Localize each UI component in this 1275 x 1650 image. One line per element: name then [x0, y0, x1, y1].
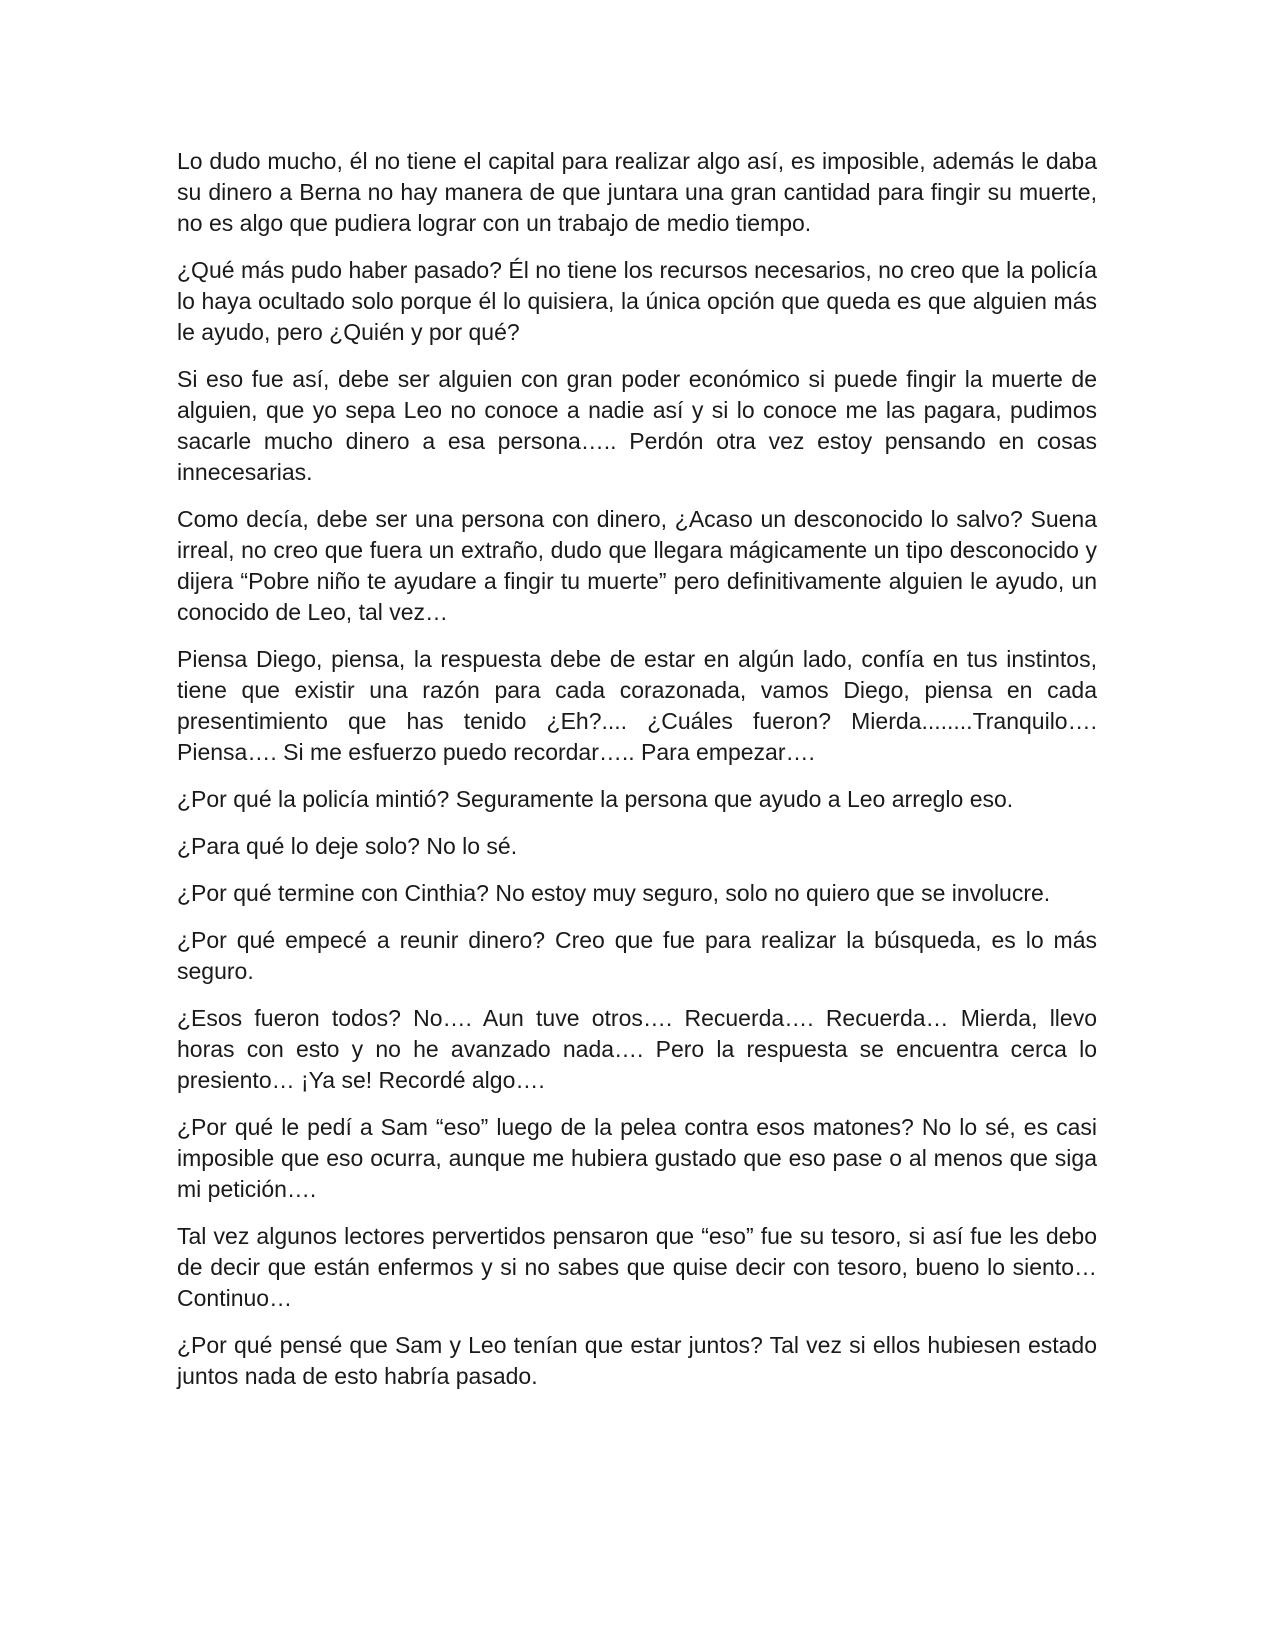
paragraph-12: Tal vez algunos lectores pervertidos pensaron que “eso” fue su tesoro, si así fue les debo de decir que están enfermos y si no sabes que quise decir con tesoro, bueno lo siento… Continuo…: [177, 1223, 1097, 1311]
paragraph-10: ¿Esos fueron todos? No…. Aun tuve otros…. Recuerda…. Recuerda… Mierda, llevo horas con esto y no he avanzado nada…. Pero la respuesta se encuentra cerca lo presiento… ¡Ya se! Recordé algo….: [177, 1005, 1097, 1093]
paragraph-3: Si eso fue así, debe ser alguien con gran poder económico si puede fingir la muerte de alguien, que yo sepa Leo no conoce a nadie así y si lo conoce me las pagara, pudimos sacarle mucho dinero a esa persona….. Perdón otra vez estoy pensando en cosas innecesarias.: [177, 366, 1097, 485]
paragraph-2: ¿Qué más pudo haber pasado? Él no tiene los recursos necesarios, no creo que la policía lo haya ocultado solo porque él lo quisiera, la única opción que queda es que alguien más le ayudo, pero ¿Quién y por qué?: [177, 257, 1097, 345]
paragraph-13: ¿Por qué pensé que Sam y Leo tenían que estar juntos? Tal vez si ellos hubiesen estado juntos nada de esto habría pasado.: [177, 1332, 1097, 1389]
paragraph-8: ¿Por qué termine con Cinthia? No estoy muy seguro, solo no quiero que se involucre.: [177, 880, 1051, 906]
paragraph-1: Lo dudo mucho, él no tiene el capital para realizar algo así, es imposible, además le daba su dinero a Berna no hay manera de que juntara una gran cantidad para fingir su muerte, no es algo que pudiera lograr con un trabajo de medio tiempo.: [177, 148, 1097, 236]
paragraph-5: Piensa Diego, piensa, la respuesta debe de estar en algún lado, confía en tus instintos, tiene que existir una razón para cada corazonada, vamos Diego, piensa en cada presentimiento que has tenido ¿Eh?.... ¿Cuáles fueron? Mierda........Tranquilo…. Piensa…. Si me esfuerzo puedo recordar….. Para empezar….: [177, 646, 1097, 765]
paragraph-4: Como decía, debe ser una persona con dinero, ¿Acaso un desconocido lo salvo? Suena irreal, no creo que fuera un extraño, dudo que llegara mágicamente un tipo desconocido y dijera “Pobre niño te ayudare a fingir tu muerte” pero definitivamente alguien le ayudo, un conocido de Leo, tal vez…: [177, 506, 1097, 625]
paragraph-11: ¿Por qué le pedí a Sam “eso” luego de la pelea contra esos matones? No lo sé, es casi imposible que eso ocurra, aunque me hubiera gustado que eso pase o al menos que siga mi petición….: [177, 1114, 1097, 1202]
paragraph-9: ¿Por qué empecé a reunir dinero? Creo que fue para realizar la búsqueda, es lo más seguro.: [177, 927, 1097, 984]
paragraph-7: ¿Para qué lo deje solo? No lo sé.: [177, 833, 518, 859]
paragraph-6: ¿Por qué la policía mintió? Seguramente la persona que ayudo a Leo arreglo eso.: [177, 786, 1014, 812]
body-text: [177, 146, 1097, 1392]
